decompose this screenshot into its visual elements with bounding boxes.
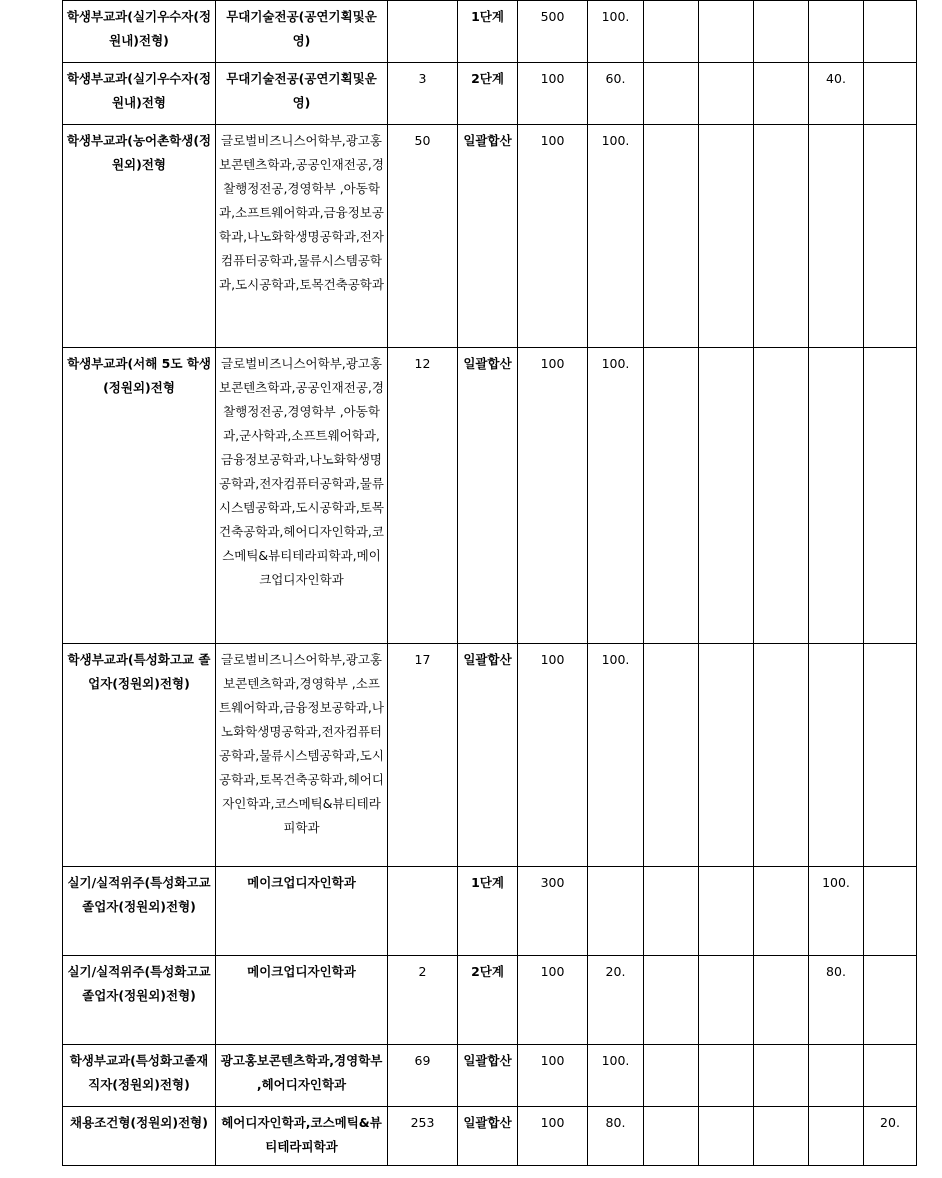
ratio-cell-5: 40. [809, 63, 864, 125]
stage-cell: 일괄합산 [458, 125, 518, 348]
ratio-cell-1: 100. [588, 644, 644, 867]
departments-cell: 글로벌비즈니스어학부,광고홍보콘텐츠학과,경영학부 ,소프트웨어학과,금융정보공학과,나노화학생명공학과,전자컴퓨터공학과,물류시스템공학과,도시공학과,토목건축공학과,헤어디자인학과,코스메틱&뷰티테라피학과 [216, 644, 388, 867]
selection-multiple-cell: 300 [518, 867, 588, 956]
ratio-cell-5 [809, 125, 864, 348]
selection-multiple-cell: 100 [518, 63, 588, 125]
ratio-cell-1 [588, 867, 644, 956]
quota-cell: 69 [388, 1045, 458, 1107]
ratio-cell-3 [699, 956, 754, 1045]
ratio-cell-3 [699, 348, 754, 644]
admissions-table [62, 0, 917, 1166]
ratio-cell-3 [699, 125, 754, 348]
quota-cell: 3 [388, 63, 458, 125]
ratio-cell-6 [864, 63, 917, 125]
admission-type-cell: 학생부교과(실기우수자(정원내)전형 [63, 63, 216, 125]
quota-cell [388, 1, 458, 63]
quota-cell: 12 [388, 348, 458, 644]
ratio-cell-1: 100. [588, 125, 644, 348]
ratio-cell-3 [699, 63, 754, 125]
admission-type-cell: 학생부교과(실기우수자(정원내)전형) [63, 1, 216, 63]
ratio-cell-4 [754, 125, 809, 348]
selection-multiple-cell: 100 [518, 956, 588, 1045]
selection-multiple-cell: 500 [518, 1, 588, 63]
table-row [63, 1, 917, 63]
departments-cell: 글로벌비즈니스어학부,광고홍보콘텐츠학과,공공인재전공,경찰행정전공,경영학부 ,아동학과,군사학과,소프트웨어학과,금융정보공학과,나노화학생명공학과,전자컴퓨터공학과,물류시스템공학과,도시공학과,토목건축공학과,헤어디자인학과,코스메틱&뷰티테라피학과,메이크업디자인학과 [216, 348, 388, 644]
ratio-cell-1: 60. [588, 63, 644, 125]
ratio-cell-3 [699, 867, 754, 956]
ratio-cell-5 [809, 1045, 864, 1107]
selection-multiple-cell: 100 [518, 125, 588, 348]
departments-cell: 글로벌비즈니스어학부,광고홍보콘텐츠학과,공공인재전공,경찰행정전공,경영학부 ,아동학과,소프트웨어학과,금융정보공학과,나노화학생명공학과,전자컴퓨터공학과,물류시스템공학과,도시공학과,토목건축공학과 [216, 125, 388, 348]
quota-cell [388, 867, 458, 956]
admission-type-cell: 학생부교과(특성화고졸재직자(정원외)전형) [63, 1045, 216, 1107]
table-row [63, 63, 917, 125]
ratio-cell-3 [699, 644, 754, 867]
ratio-cell-2 [644, 867, 699, 956]
admission-type-cell: 실기/실적위주(특성화고교 졸업자(정원외)전형) [63, 956, 216, 1045]
quota-cell: 50 [388, 125, 458, 348]
departments-cell: 광고홍보콘텐츠학과,경영학부 ,헤어디자인학과 [216, 1045, 388, 1107]
table-row [63, 348, 917, 644]
departments-cell: 무대기술전공(공연기획및운영) [216, 63, 388, 125]
ratio-cell-1: 20. [588, 956, 644, 1045]
admission-type-cell: 학생부교과(서해 5도 학생(정원외)전형 [63, 348, 216, 644]
ratio-cell-6 [864, 867, 917, 956]
ratio-cell-4 [754, 1045, 809, 1107]
ratio-cell-1: 100. [588, 1, 644, 63]
quota-cell: 2 [388, 956, 458, 1045]
quota-cell: 253 [388, 1107, 458, 1166]
ratio-cell-6 [864, 644, 917, 867]
departments-cell: 메이크업디자인학과 [216, 956, 388, 1045]
departments-cell: 메이크업디자인학과 [216, 867, 388, 956]
ratio-cell-3 [699, 1107, 754, 1166]
ratio-cell-6: 20. [864, 1107, 917, 1166]
ratio-cell-2 [644, 1, 699, 63]
admission-type-cell: 채용조건형(정원외)전형) [63, 1107, 216, 1166]
table-row [63, 956, 917, 1045]
admission-type-cell: 실기/실적위주(특성화고교 졸업자(정원외)전형) [63, 867, 216, 956]
ratio-cell-1: 80. [588, 1107, 644, 1166]
ratio-cell-5 [809, 1, 864, 63]
ratio-cell-2 [644, 644, 699, 867]
ratio-cell-5 [809, 1107, 864, 1166]
ratio-cell-6 [864, 348, 917, 644]
ratio-cell-2 [644, 1045, 699, 1107]
table-row [63, 1045, 917, 1107]
ratio-cell-4 [754, 644, 809, 867]
ratio-cell-6 [864, 956, 917, 1045]
ratio-cell-5: 100. [809, 867, 864, 956]
ratio-cell-4 [754, 956, 809, 1045]
ratio-cell-5 [809, 348, 864, 644]
selection-multiple-cell: 100 [518, 1045, 588, 1107]
ratio-cell-5 [809, 644, 864, 867]
selection-multiple-cell: 100 [518, 348, 588, 644]
table-row [63, 125, 917, 348]
ratio-cell-4 [754, 1, 809, 63]
ratio-cell-1: 100. [588, 348, 644, 644]
selection-multiple-cell: 100 [518, 644, 588, 867]
stage-cell: 1단계 [458, 1, 518, 63]
stage-cell: 일괄합산 [458, 644, 518, 867]
ratio-cell-2 [644, 63, 699, 125]
table-row [63, 1107, 917, 1166]
ratio-cell-6 [864, 1, 917, 63]
ratio-cell-4 [754, 63, 809, 125]
stage-cell: 일괄합산 [458, 348, 518, 644]
ratio-cell-2 [644, 1107, 699, 1166]
stage-cell: 일괄합산 [458, 1107, 518, 1166]
admission-type-cell: 학생부교과(농어촌학생(정원외)전형 [63, 125, 216, 348]
quota-cell: 17 [388, 644, 458, 867]
ratio-cell-3 [699, 1045, 754, 1107]
ratio-cell-5: 80. [809, 956, 864, 1045]
ratio-cell-3 [699, 1, 754, 63]
departments-cell: 헤어디자인학과,코스메틱&뷰티테라피학과 [216, 1107, 388, 1166]
stage-cell: 1단계 [458, 867, 518, 956]
ratio-cell-4 [754, 1107, 809, 1166]
ratio-cell-1: 100. [588, 1045, 644, 1107]
stage-cell: 2단계 [458, 63, 518, 125]
stage-cell: 2단계 [458, 956, 518, 1045]
ratio-cell-4 [754, 348, 809, 644]
table-row [63, 867, 917, 956]
stage-cell: 일괄합산 [458, 1045, 518, 1107]
ratio-cell-6 [864, 125, 917, 348]
table-row [63, 644, 917, 867]
selection-multiple-cell: 100 [518, 1107, 588, 1166]
ratio-cell-2 [644, 956, 699, 1045]
ratio-cell-2 [644, 125, 699, 348]
admission-type-cell: 학생부교과(특성화고교 졸업자(정원외)전형) [63, 644, 216, 867]
ratio-cell-6 [864, 1045, 917, 1107]
departments-cell: 무대기술전공(공연기획및운영) [216, 1, 388, 63]
ratio-cell-4 [754, 867, 809, 956]
ratio-cell-2 [644, 348, 699, 644]
